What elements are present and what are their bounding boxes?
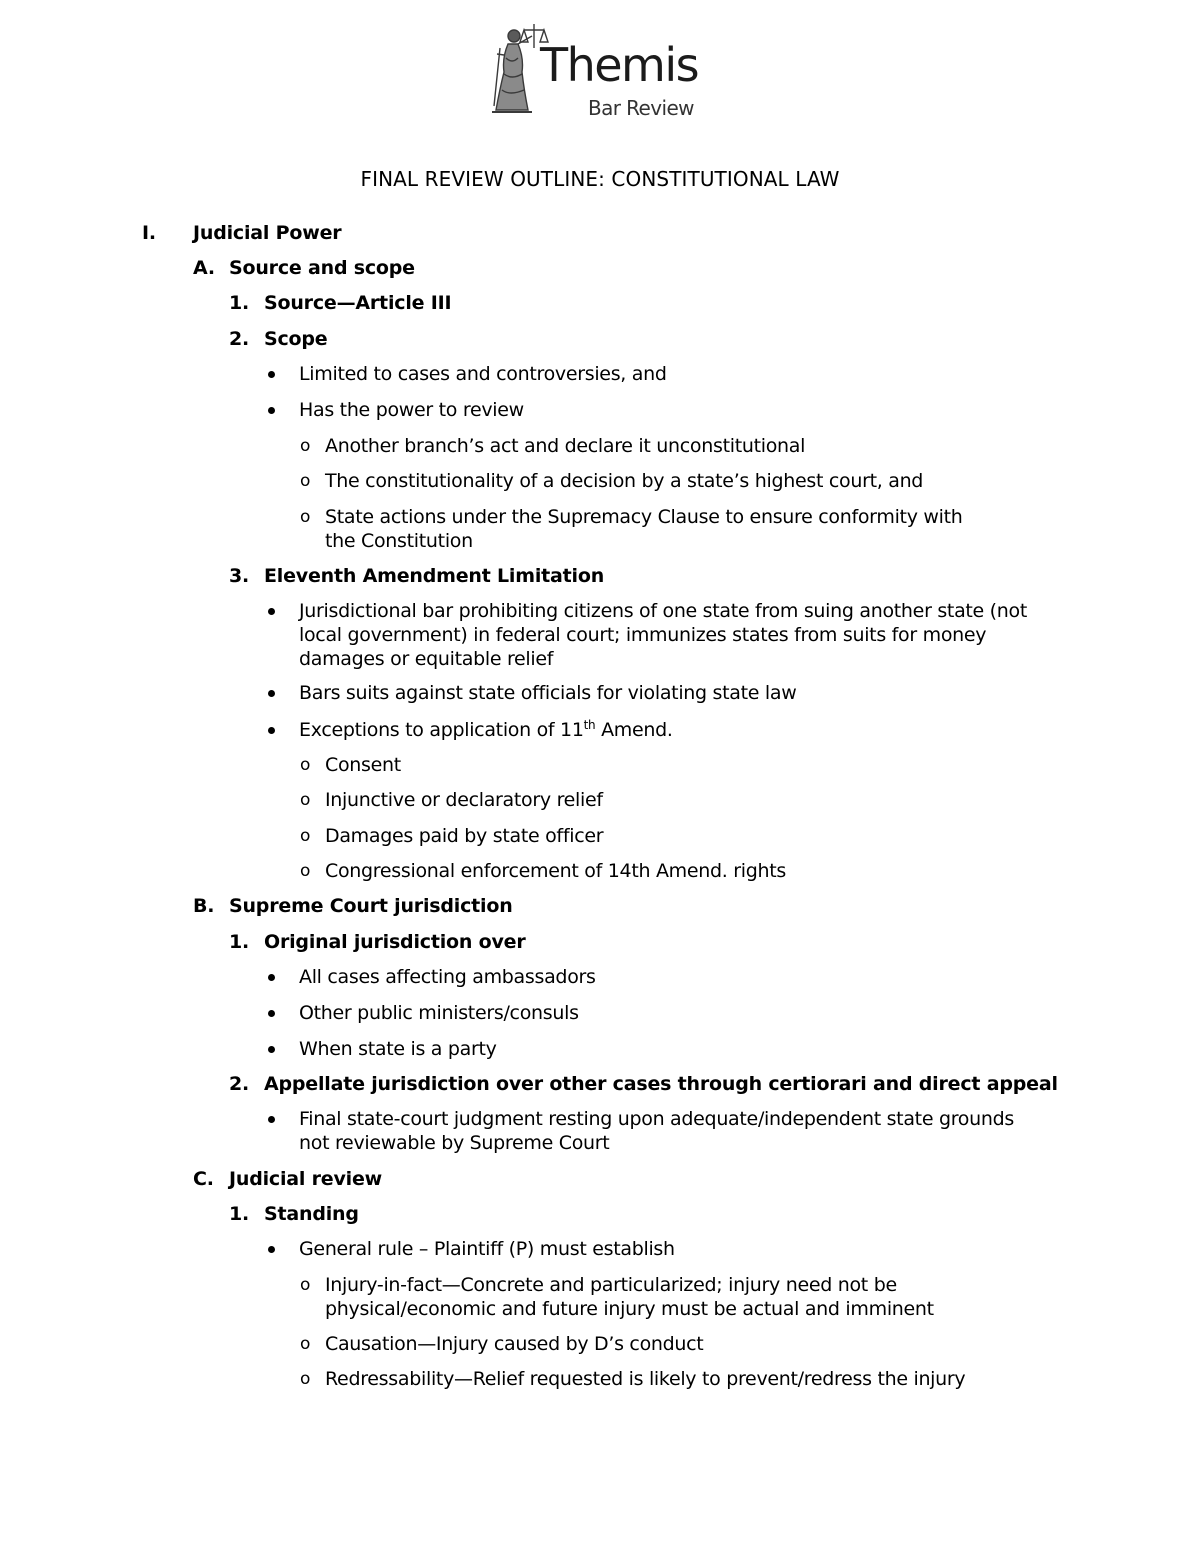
heading-supreme-court-jurisdiction: Supreme Court jurisdiction [229,895,513,917]
heading-source-and-scope: Source and scope [229,257,415,279]
list-item: Bars suits against state officials for violating state law [299,682,797,704]
outline-marker-I: I. [142,222,156,244]
bullet-icon [268,371,275,378]
list-item: Limited to cases and controversies, and [299,363,667,385]
outline-marker-A1: 1. [229,292,250,314]
circle-bullet-icon: o [300,1369,311,1389]
list-item: Injury-in-fact—Concrete and particularized; injury need not be physical/economic and future injury must be actual and imminent [325,1274,934,1320]
outline-marker-A: A. [193,257,215,279]
circle-bullet-icon: o [300,471,311,491]
list-item: Other public ministers/consuls [299,1002,579,1024]
outline-marker-C: C. [193,1168,214,1190]
circle-bullet-icon: o [300,507,311,527]
list-item: Final state-court judgment resting upon adequate/independent state grounds not reviewable by Supreme Court [299,1108,1014,1154]
ordinal-suffix: th [583,718,596,732]
logo-wordmark: Themis [540,38,699,92]
circle-bullet-icon: o [300,826,311,846]
outline-marker-A3: 3. [229,565,250,587]
list-item: The constitutionality of a decision by a state’s highest court, and [325,470,924,492]
heading-original-jurisdiction: Original jurisdiction over [264,931,526,953]
exceptions-suffix: Amend. [595,719,673,741]
circle-bullet-icon: o [300,1334,311,1354]
bullet-icon [268,974,275,981]
outline-marker-B2: 2. [229,1073,250,1095]
heading-judicial-power: Judicial Power [193,222,342,244]
heading-judicial-review: Judicial review [229,1168,383,1190]
circle-bullet-icon: o [300,755,311,775]
bullet-icon [268,608,275,615]
list-item: General rule – Plaintiff (P) must establish [299,1238,675,1260]
heading-scope: Scope [264,328,328,350]
document-title: FINAL REVIEW OUTLINE: CONSTITUTIONAL LAW [360,167,840,191]
heading-eleventh-amendment: Eleventh Amendment Limitation [264,565,605,587]
heading-appellate-jurisdiction: Appellate jurisdiction over other cases through certiorari and direct appeal [264,1073,1058,1095]
outline-marker-C1: 1. [229,1203,250,1225]
outline-marker-A2: 2. [229,328,250,350]
circle-bullet-icon: o [300,790,311,810]
circle-bullet-icon: o [300,1275,311,1295]
bullet-icon [268,727,275,734]
list-item: Redressability—Relief requested is likely to prevent/redress the injury [325,1368,966,1390]
heading-source-article-iii: Source—Article III [264,292,452,314]
bullet-icon [268,690,275,697]
circle-bullet-icon: o [300,436,311,456]
logo-subtitle: Bar Review [588,96,694,120]
circle-bullet-icon: o [300,861,311,881]
bullet-icon [268,1116,275,1123]
list-item: State actions under the Supremacy Clause to ensure conformity with the Constitution [325,506,963,552]
list-item-exceptions [299,718,673,742]
list-item: Has the power to review [299,399,524,421]
heading-standing: Standing [264,1203,359,1225]
list-item: All cases affecting ambassadors [299,966,596,988]
outline-marker-B: B. [193,895,215,917]
list-item: Congressional enforcement of 14th Amend. rights [325,860,786,882]
list-item: Consent [325,754,401,776]
outline-marker-B1: 1. [229,931,250,953]
bullet-icon [268,1246,275,1253]
list-item: Another branch’s act and declare it unconstitutional [325,435,806,457]
bullet-icon [268,407,275,414]
bullet-icon [268,1046,275,1053]
themis-logo [488,18,718,118]
list-item: When state is a party [299,1038,497,1060]
list-item: Damages paid by state officer [325,825,604,847]
bullet-icon [268,1010,275,1017]
exceptions-text: Exceptions to application of 11 [299,719,584,741]
list-item: Jurisdictional bar prohibiting citizens of one state from suing another state (not local government) in federal court; immunizes states from suits for money damages or equitable relief [299,600,1028,670]
list-item: Causation—Injury caused by D’s conduct [325,1333,704,1355]
list-item: Injunctive or declaratory relief [325,789,603,811]
